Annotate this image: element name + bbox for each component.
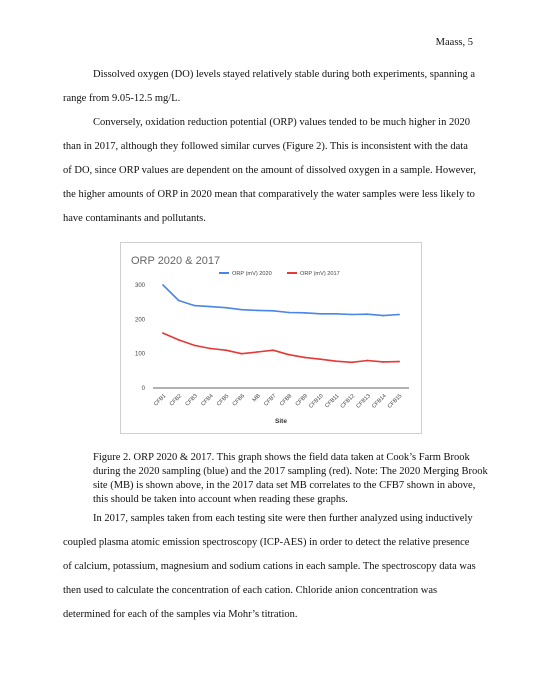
x-tick-label: CFB10 (308, 393, 325, 410)
x-tick-label: MB (251, 393, 262, 404)
data-point (209, 348, 211, 350)
data-point (178, 339, 180, 341)
data-point (382, 361, 384, 363)
x-tick-label: CFB2 (168, 393, 184, 408)
data-point (241, 309, 243, 311)
paragraph-do: Dissolved oxygen (DO) levels stayed relatively stable during both experiments, spanning a range from 9.05-12.5 mg/L. (63, 69, 475, 104)
figure-caption: Figure 2. ORP 2020 & 2017. This graph shows the field data taken at Cook’s Farm Brook during the 2020 sampling (blue) and the 2017 sampling (red). Note: The 2020 Merging Brook site (MB) is shown above, in the 2017 data set MB correlates to the CFB7 shown in above, this should be taken into account when reading these graphs. (93, 452, 488, 505)
data-point (319, 313, 321, 315)
orp-chart (120, 242, 422, 434)
series-line-1 (163, 333, 399, 362)
x-tick-label: CFB9 (294, 393, 310, 408)
data-point (194, 305, 196, 307)
x-tick-label: CFB13 (355, 393, 372, 410)
data-point (319, 358, 321, 360)
data-point (367, 313, 369, 315)
data-point (335, 313, 337, 315)
data-point (304, 312, 306, 314)
x-tick-label: CFB15 (386, 393, 404, 410)
data-point (367, 360, 369, 362)
legend-label-0: ORP (mV) 2020 (232, 271, 272, 277)
legend-label-1: ORP (mV) 2017 (300, 271, 340, 277)
x-tick-label: CFB3 (184, 393, 199, 408)
y-tick-label: 100 (134, 351, 145, 358)
paragraph-icp: In 2017, samples taken from each testing site were then further analyzed using inductively coupled plasma atomic emission spectroscopy (ICP-AES) in order to detect the relative presence of calcium, potassium, magnesium and sodium cations in each sample. The spectroscopy data was then used to calculate the concentration of each cation. Chloride anion concentration was determined for each of the samples via Mohr’s titration. (63, 513, 476, 620)
chart-title: ORP 2020 & 2017 (131, 255, 221, 267)
data-point (398, 361, 400, 363)
x-tick-label: CFB14 (371, 393, 388, 410)
x-tick-label: CFB8 (278, 393, 294, 408)
x-tick-label: CFB6 (231, 393, 247, 408)
y-tick-label: 0 (141, 386, 145, 392)
x-tick-label: CFB4 (200, 393, 215, 408)
data-point (225, 349, 227, 351)
data-point (288, 354, 290, 356)
data-point (162, 284, 164, 286)
x-tick-label: CFB7 (263, 393, 278, 408)
paragraph-orp: Conversely, oxidation reduction potential (ORP) values tended to be much higher in 2020 than in 2017, although they followed similar curves (Figure 2). This is inconsistent with the data of DO, since ORP values are dependent on the amount of dissolved oxygen in a sample. However, the higher amounts of ORP in 2020 mean that comparatively the water samples were less likely to have contaminants and pollutants. (63, 117, 476, 224)
x-tick-label: CFB11 (324, 393, 341, 410)
page-number: Maass, 5 (435, 37, 473, 48)
y-tick-label: 300 (134, 283, 145, 289)
data-point (209, 306, 211, 308)
x-tick-label: CFB12 (339, 393, 357, 410)
x-axis-title: Site (275, 418, 287, 425)
data-point (288, 312, 290, 314)
data-point (398, 314, 400, 316)
data-point (257, 310, 259, 312)
data-point (241, 353, 243, 355)
data-point (194, 345, 196, 347)
data-point (272, 349, 274, 351)
x-tick-label: CFB1 (153, 393, 168, 408)
data-point (351, 361, 353, 363)
data-point (162, 332, 164, 334)
x-tick-label: CFB5 (215, 393, 231, 408)
data-point (272, 310, 274, 312)
data-point (335, 360, 337, 362)
data-point (382, 315, 384, 317)
data-point (304, 357, 306, 359)
data-point (257, 351, 259, 353)
data-point (351, 314, 353, 316)
y-tick-label: 200 (134, 317, 145, 324)
data-point (225, 307, 227, 309)
orp-chart-svg (121, 243, 421, 433)
series-line-0 (163, 285, 399, 316)
data-point (178, 300, 180, 302)
